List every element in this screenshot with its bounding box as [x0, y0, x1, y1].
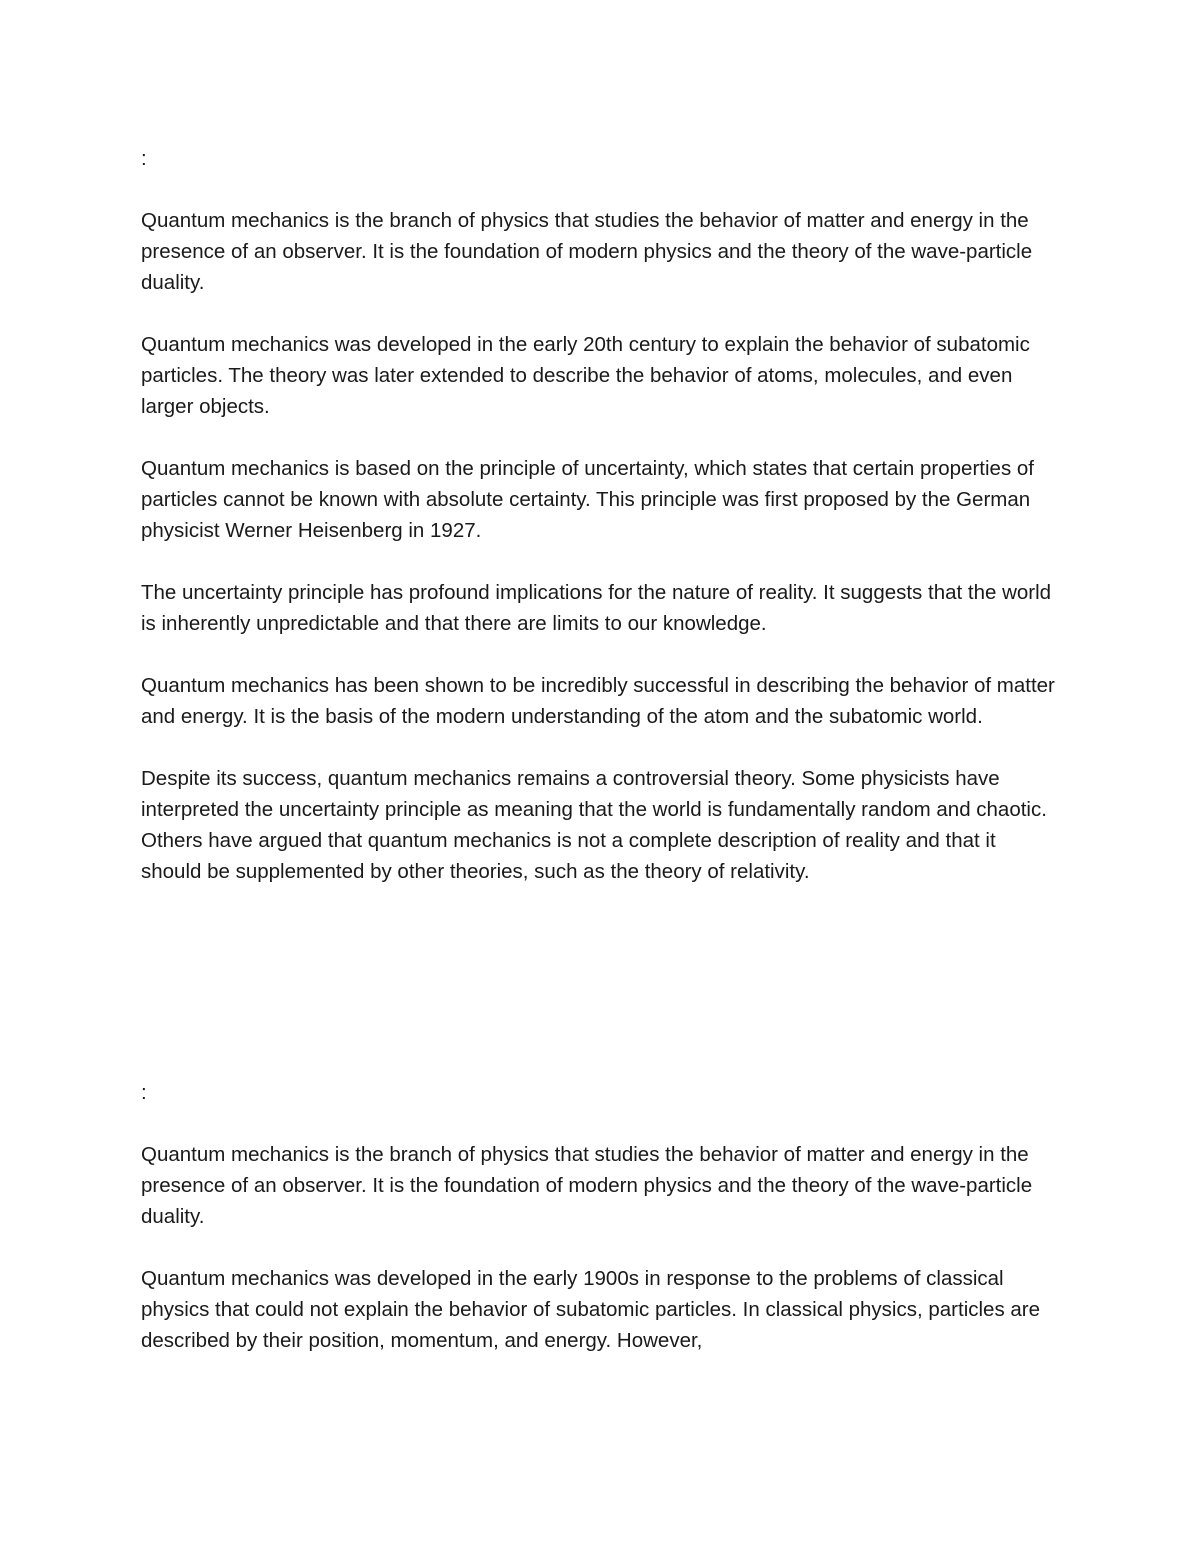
paragraph: Quantum mechanics is the branch of physics that studies the behavior of matter and energy in the presence of an observer. It is the foundation of modern physics and the theory of the wave-particle duality. [141, 209, 1033, 294]
paragraph: Quantum mechanics was developed in the early 20th century to explain the behavior of subatomic particles. The theory was later extended to describe the behavior of atoms, molecules, and even larger objects. [141, 333, 1030, 418]
section-marker: : [141, 1081, 147, 1104]
text-section-2 [141, 1077, 1061, 1356]
paragraph: Despite its success, quantum mechanics remains a controversial theory. Some physicists have interpreted the uncertainty principle as meaning that the world is fundamentally random and chaotic. Others have argued that quantum mechanics is not a complete description of reality and that it should be supplemented by other theories, such as the theory of relativity. [141, 767, 1047, 883]
paragraph: Quantum mechanics has been shown to be incredibly successful in describing the behavior of matter and energy. It is the basis of the modern understanding of the atom and the subatomic world. [141, 674, 1055, 728]
section-marker: : [141, 147, 147, 170]
paragraph: The uncertainty principle has profound implications for the nature of reality. It suggests that the world is inherently unpredictable and that there are limits to our knowledge. [141, 581, 1052, 635]
paragraph: Quantum mechanics is based on the principle of uncertainty, which states that certain properties of particles cannot be known with absolute certainty. This principle was first proposed by the German physicist Werner Heisenberg in 1927. [141, 457, 1034, 542]
text-section-1 [141, 143, 1061, 887]
paragraph: Quantum mechanics is the branch of physics that studies the behavior of matter and energy in the presence of an observer. It is the foundation of modern physics and the theory of the wave-particle duality. [141, 1143, 1033, 1228]
paragraph: Quantum mechanics was developed in the early 1900s in response to the problems of classical physics that could not explain the behavior of subatomic particles. In classical physics, particles are described by their position, momentum, and energy. However, [141, 1267, 1041, 1352]
